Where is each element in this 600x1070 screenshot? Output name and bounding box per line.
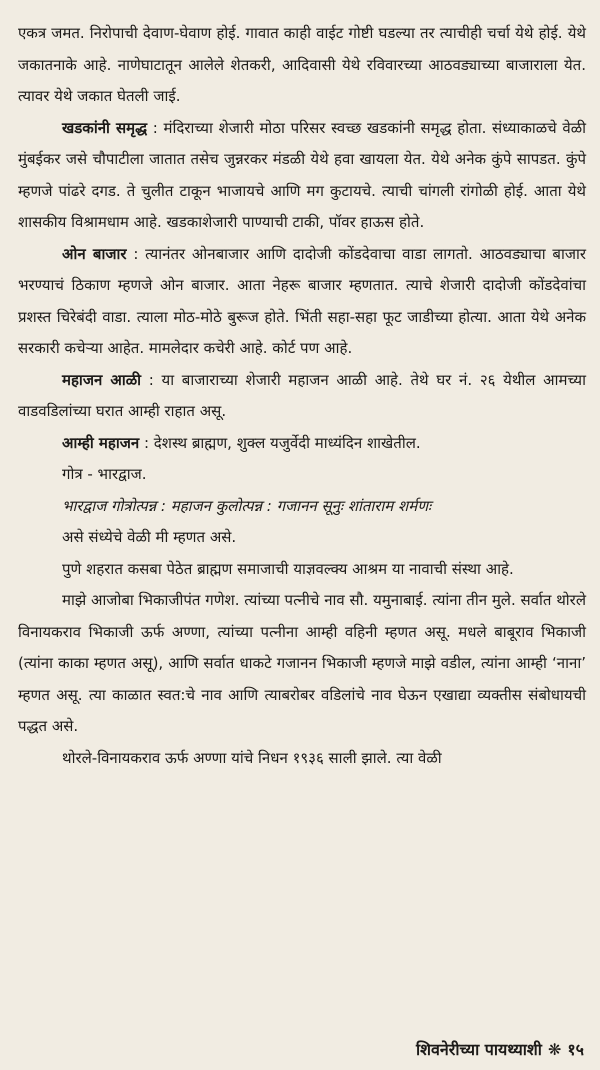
paragraph-sandhya-note: असे संध्येचे वेळी मी म्हणत असे. [62, 528, 237, 546]
paragraph-sandhya-verse: भारद्वाज गोत्रोत्पन्न : महाजन कुलोत्पन्न : गजानन सूनुः शांताराम शर्मणः [62, 496, 432, 515]
page-footer [416, 1038, 584, 1060]
body-we-mahajan: : देशस्थ ब्राह्मण, शुक्ल यजुर्वेदी माध्यंदिन शाखेतील. [139, 433, 421, 452]
heading-rocks: खडकांनी समृद्ध [62, 118, 148, 137]
paragraph-market-gathering: एकत्र जमत. निरोपाची देवाण-घेवाण होई. गावात काही वाईट गोष्टी घडल्या तर त्याचीही चर्चा येथे होई. येथे जकातनाके आहे. नाणेघाटातून आलेले शेतकरी, आदिवासी येथे रविवारच्या आठवड्याच्या बाजाराला येत. त्यावर येथे जकात घेतली जाई. [18, 24, 586, 105]
heading-on-bazar: ओन बाजार [62, 244, 127, 263]
paragraph-grandfather: माझे आजोबा भिकाजीपंत गणेश. त्यांच्या पत्नीचे नाव सौ. यमुनाबाई. त्यांना तीन मुले. सर्वात थोरले विनायकराव भिकाजी ऊर्फ अण्णा, त्यांच्या पत्नीना आम्ही वहिनी म्हणत असू. मधले बाबूराव भिकाजी (त्यांना काका म्हणत असू), आणि सर्वात धाकटे गजानन भिकाजी म्हणजे माझे वडील, त्यांना आम्ही ‘नाना’ म्हणत असू. त्या काळात स्वत:चे नाव आणि त्याबरोबर वडिलांचे नाव घेऊन एखाद्या व्यक्तीस संबोधायची पद्धत असे. [18, 591, 586, 735]
paragraph-rocks [18, 113, 586, 239]
paragraph-ashram: पुणे शहरात कसबा पेठेत ब्राह्मण समाजाची याज्ञवल्क्य आश्रम या नावाची संस्था आहे. [62, 559, 514, 578]
paragraph-gotra: गोत्र - भारद्वाज. [62, 465, 147, 483]
body-rocks: : मंदिराच्या शेजारी मोठा परिसर स्वच्छ खडकांनी समृद्ध होता. संध्याकाळचे वेळी मुंबईकर जसे चौपाटीला जातात तसेच जुन्नरकर मंडळी येथे हवा खायला येत. येथे अनेक कुंपे सापडत. कुंपे म्हणजे पांढरे दगड. ते चुलीत टाकून भाजायचे आणि मग कुटायचे. त्याची चांगली रांगोळी होई. आता येथे शासकीय विश्रामधाम आहे. खडकाशेजारी पाण्याची टाकी, पॉवर हाऊस होते. [18, 118, 587, 231]
body-on-bazar: : त्यानंतर ओनबाजार आणि दादोजी कोंडदेवाचा वाडा लागतो. आठवड्याचा बाजार भरण्याचं ठिकाण म्हणजे ओन बाजार. आता नेहरू बाजार म्हणतात. त्याचे शेजारी दादोजी कोंडदेवांचा प्रशस्त चिरेबंदी वाडा. त्याला मोठ-मोठे बुरूज होते. भिंती सहा-सहा फूट जाडीच्या होत्या. आता येथे अनेक सरकारी कचेऱ्या आहेत. मामलेदार कचेरी आहे. कोर्ट पण आहे. [18, 244, 586, 357]
heading-we-mahajan: आम्ही महाजन [62, 433, 140, 452]
flower-ornament-icon: ❋ [547, 1039, 562, 1059]
running-title: शिवनेरीच्या पायथ्याशी [415, 1040, 542, 1059]
heading-mahajan-ali: महाजन आळी [62, 370, 142, 389]
body-mahajan-ali: : या बाजाराच्या शेजारी महाजन आळी आहे. तेथे घर नं. २६ येथील आमच्या वाडवडिलांच्या घरात आम्ही राहात असू. [18, 370, 586, 420]
paragraph-mahajan-ali [18, 365, 586, 428]
paragraph-elder-uncle: थोरले-विनायकराव ऊर्फ अण्णा यांचे निधन १९३६ साली झाले. त्या वेळी [62, 748, 442, 767]
paragraph-on-bazar [18, 239, 586, 365]
page-number: १५ [567, 1040, 584, 1059]
paragraph-we-mahajan [18, 428, 586, 460]
